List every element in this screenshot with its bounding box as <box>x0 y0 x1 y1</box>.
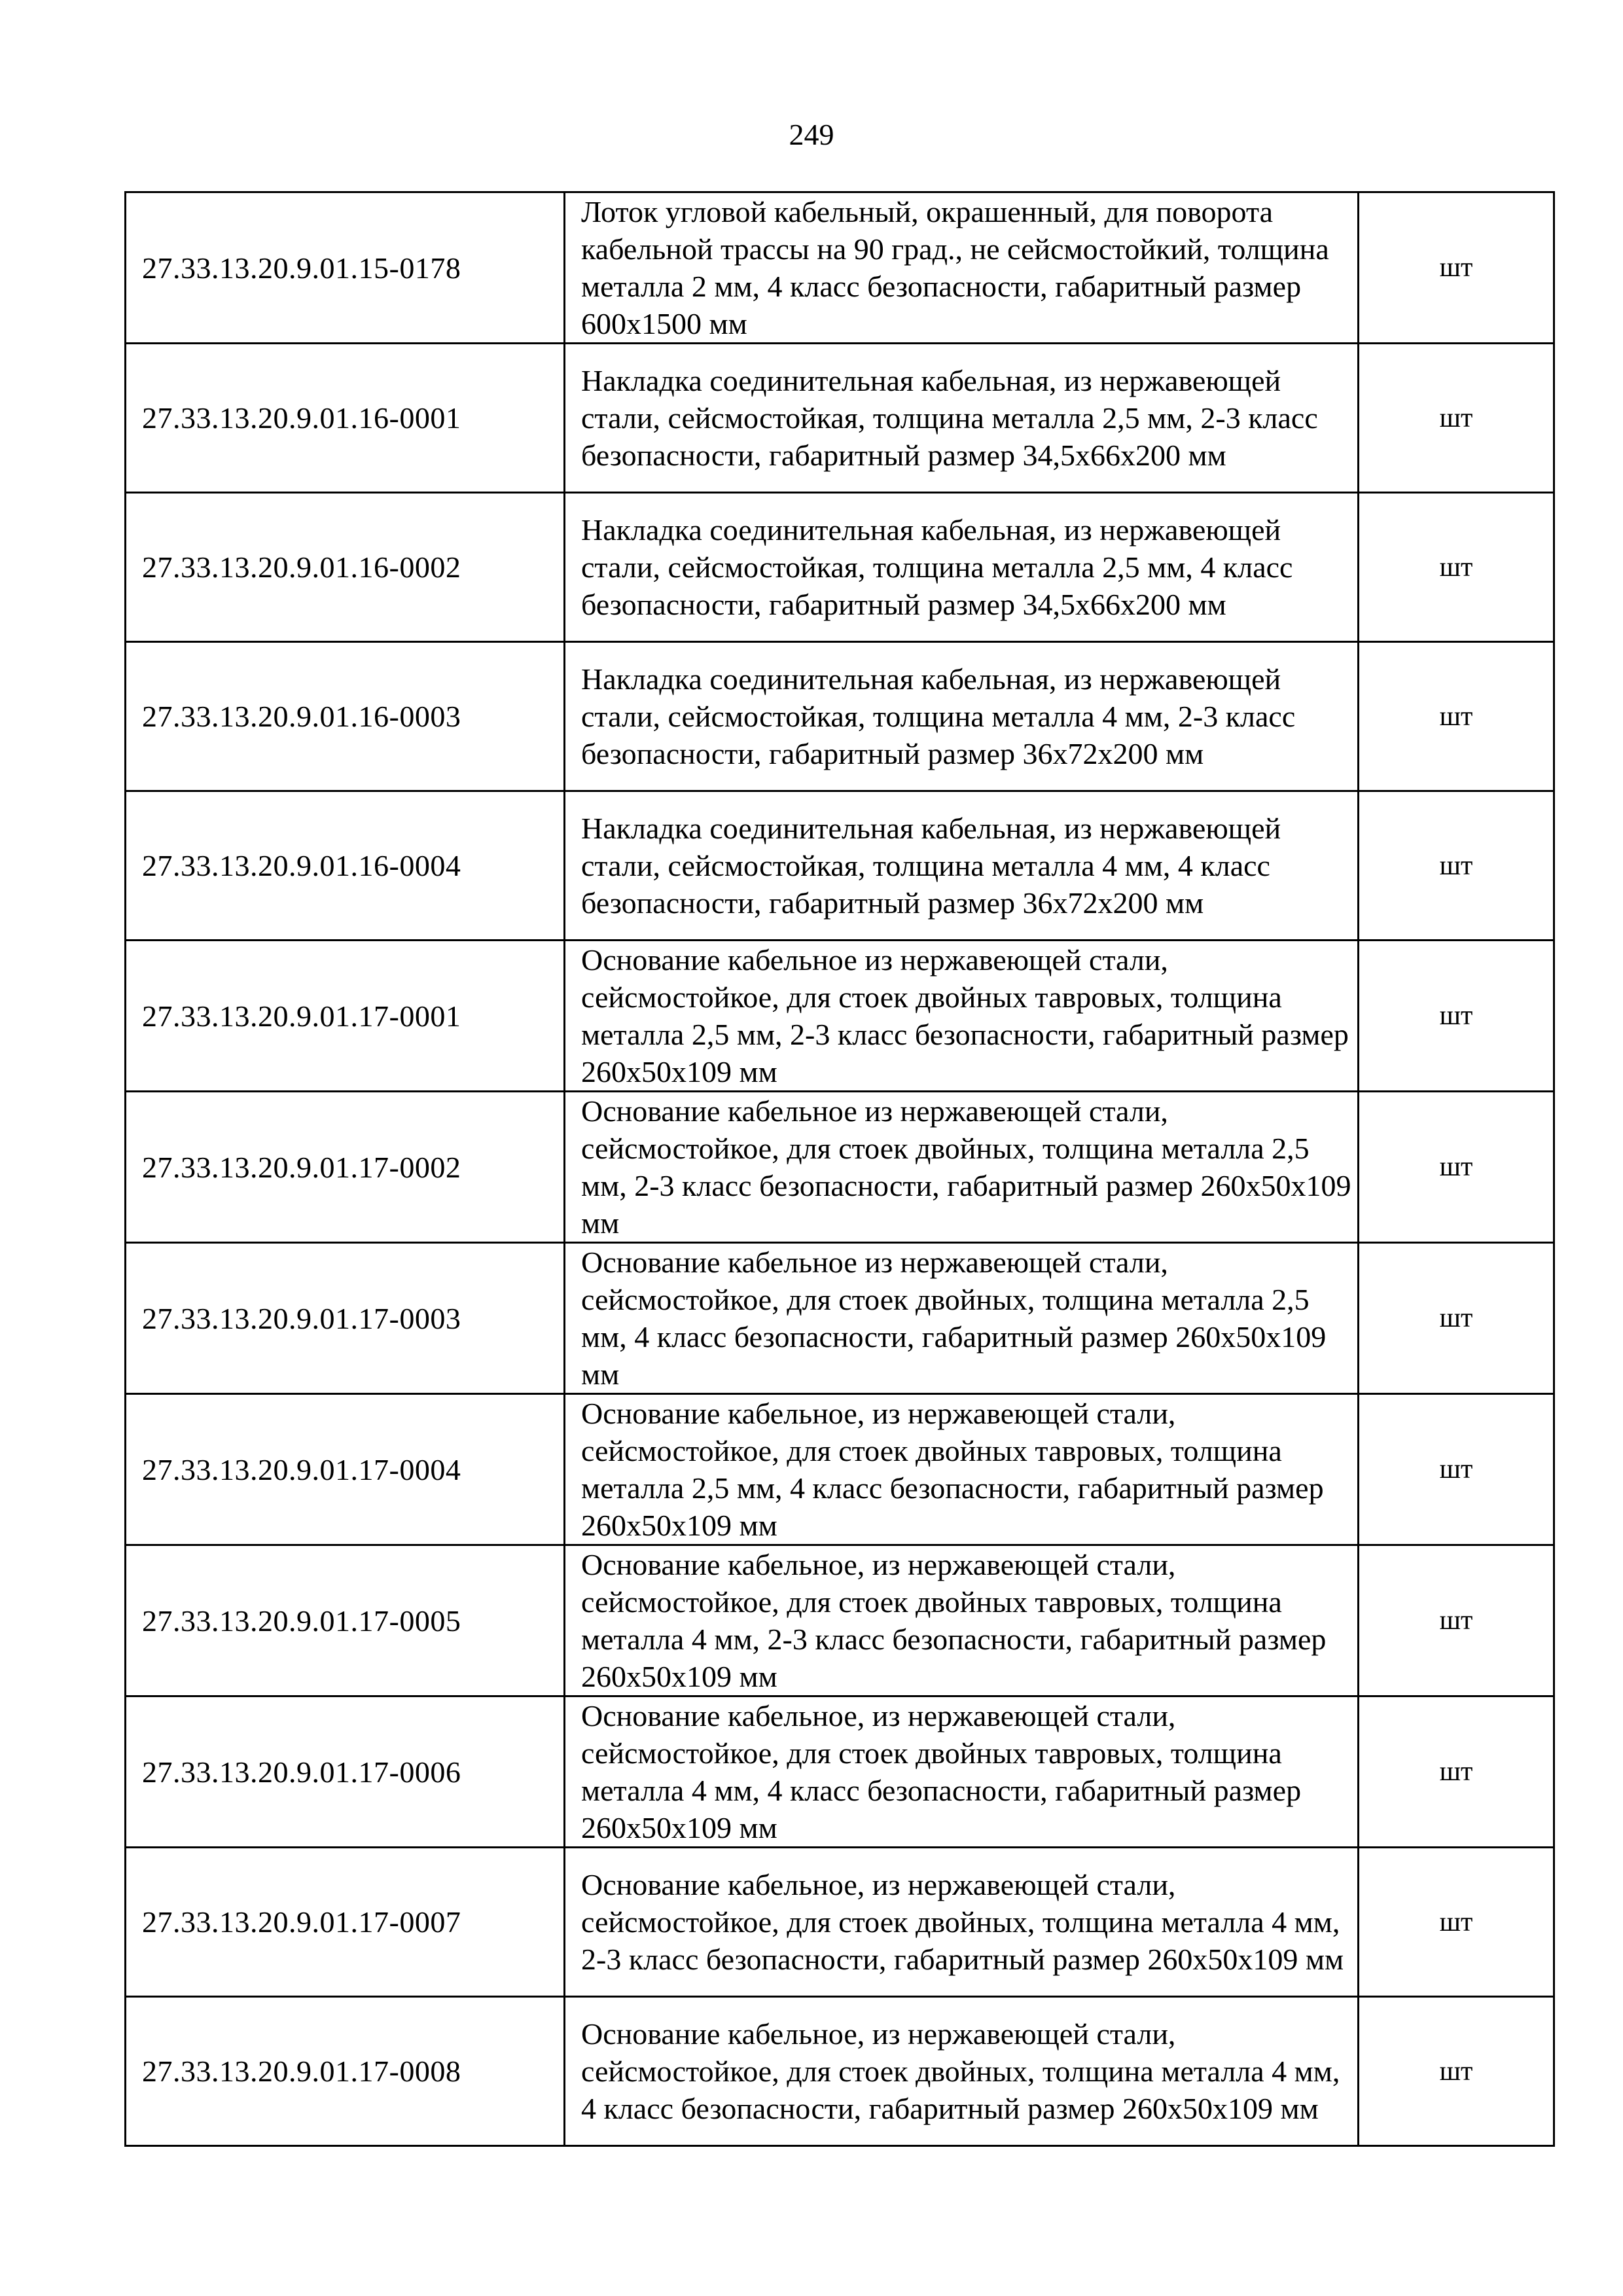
item-unit: шт <box>1359 941 1554 1092</box>
item-unit: шт <box>1359 791 1554 941</box>
item-code: 27.33.13.20.9.01.16-0004 <box>126 791 565 941</box>
item-unit: шт <box>1359 1545 1554 1696</box>
table-row <box>126 791 1554 941</box>
item-unit: шт <box>1359 1848 1554 1997</box>
table-row <box>126 642 1554 791</box>
item-unit: шт <box>1359 1243 1554 1394</box>
item-description: Основание кабельное из нержавеющей стали, сейсмостойкое, для стоек двойных тавровых, толщина металла 2,5 мм, 2-3 класс безопасности, габаритный размер 260х50х109 мм <box>565 941 1359 1092</box>
table-row <box>126 1092 1554 1243</box>
table-row <box>126 1243 1554 1394</box>
item-description: Основание кабельное, из нержавеющей стали, сейсмостойкое, для стоек двойных тавровых, толщина металла 4 мм, 2-3 класс безопасности, габаритный размер 260х50х109 мм <box>565 1545 1359 1696</box>
item-code: 27.33.13.20.9.01.16-0002 <box>126 493 565 642</box>
item-description: Основание кабельное, из нержавеющей стали, сейсмостойкое, для стоек двойных тавровых, толщина металла 2,5 мм, 4 класс безопасности, габаритный размер 260х50х109 мм <box>565 1394 1359 1545</box>
page-number: 249 <box>789 118 834 151</box>
table-row <box>126 941 1554 1092</box>
item-description: Накладка соединительная кабельная, из нержавеющей стали, сейсмостойкая, толщина металла 2,5 мм, 2-3 класс безопасности, габаритный размер 34,5х66х200 мм <box>565 344 1359 493</box>
table-row <box>126 192 1554 344</box>
table-row <box>126 1545 1554 1696</box>
item-code: 27.33.13.20.9.01.17-0004 <box>126 1394 565 1545</box>
item-code: 27.33.13.20.9.01.15-0178 <box>126 192 565 344</box>
table-row <box>126 1997 1554 2146</box>
catalog-table <box>124 191 1555 2147</box>
item-description: Накладка соединительная кабельная, из нержавеющей стали, сейсмостойкая, толщина металла 4 мм, 4 класс безопасности, габаритный размер 36х72х200 мм <box>565 791 1359 941</box>
item-unit: шт <box>1359 642 1554 791</box>
item-unit: шт <box>1359 493 1554 642</box>
item-code: 27.33.13.20.9.01.17-0007 <box>126 1848 565 1997</box>
item-unit: шт <box>1359 344 1554 493</box>
item-description: Основание кабельное, из нержавеющей стали, сейсмостойкое, для стоек двойных тавровых, толщина металла 4 мм, 4 класс безопасности, габаритный размер 260х50х109 мм <box>565 1696 1359 1848</box>
item-code: 27.33.13.20.9.01.17-0003 <box>126 1243 565 1394</box>
item-code: 27.33.13.20.9.01.17-0002 <box>126 1092 565 1243</box>
item-description: Основание кабельное из нержавеющей стали, сейсмостойкое, для стоек двойных, толщина металла 2,5 мм, 2-3 класс безопасности, габаритный размер 260х50х109 мм <box>565 1092 1359 1243</box>
table-row <box>126 493 1554 642</box>
item-code: 27.33.13.20.9.01.17-0006 <box>126 1696 565 1848</box>
item-code: 27.33.13.20.9.01.17-0005 <box>126 1545 565 1696</box>
item-code: 27.33.13.20.9.01.16-0001 <box>126 344 565 493</box>
item-code: 27.33.13.20.9.01.17-0008 <box>126 1997 565 2146</box>
item-description: Основание кабельное из нержавеющей стали, сейсмостойкое, для стоек двойных, толщина металла 2,5 мм, 4 класс безопасности, габаритный размер 260х50х109 мм <box>565 1243 1359 1394</box>
item-description: Лоток угловой кабельный, окрашенный, для поворота кабельной трассы на 90 град., не сейсмостойкий, толщина металла 2 мм, 4 класс безопасности, габаритный размер 600х1500 мм <box>565 192 1359 344</box>
item-description: Основание кабельное, из нержавеющей стали, сейсмостойкое, для стоек двойных, толщина металла 4 мм, 4 класс безопасности, габаритный размер 260х50х109 мм <box>565 1997 1359 2146</box>
item-unit: шт <box>1359 192 1554 344</box>
item-code: 27.33.13.20.9.01.17-0001 <box>126 941 565 1092</box>
item-unit: шт <box>1359 1696 1554 1848</box>
item-description: Накладка соединительная кабельная, из нержавеющей стали, сейсмостойкая, толщина металла 2,5 мм, 4 класс безопасности, габаритный размер 34,5х66х200 мм <box>565 493 1359 642</box>
table-row <box>126 1394 1554 1545</box>
table-row <box>126 1696 1554 1848</box>
item-unit: шт <box>1359 1394 1554 1545</box>
table-row <box>126 344 1554 493</box>
item-code: 27.33.13.20.9.01.16-0003 <box>126 642 565 791</box>
catalog-table-body <box>126 192 1554 2146</box>
item-unit: шт <box>1359 1092 1554 1243</box>
item-description: Основание кабельное, из нержавеющей стали, сейсмостойкое, для стоек двойных, толщина металла 4 мм, 2-3 класс безопасности, габаритный размер 260х50х109 мм <box>565 1848 1359 1997</box>
item-unit: шт <box>1359 1997 1554 2146</box>
table-row <box>126 1848 1554 1997</box>
item-description: Накладка соединительная кабельная, из нержавеющей стали, сейсмостойкая, толщина металла 4 мм, 2-3 класс безопасности, габаритный размер 36х72х200 мм <box>565 642 1359 791</box>
